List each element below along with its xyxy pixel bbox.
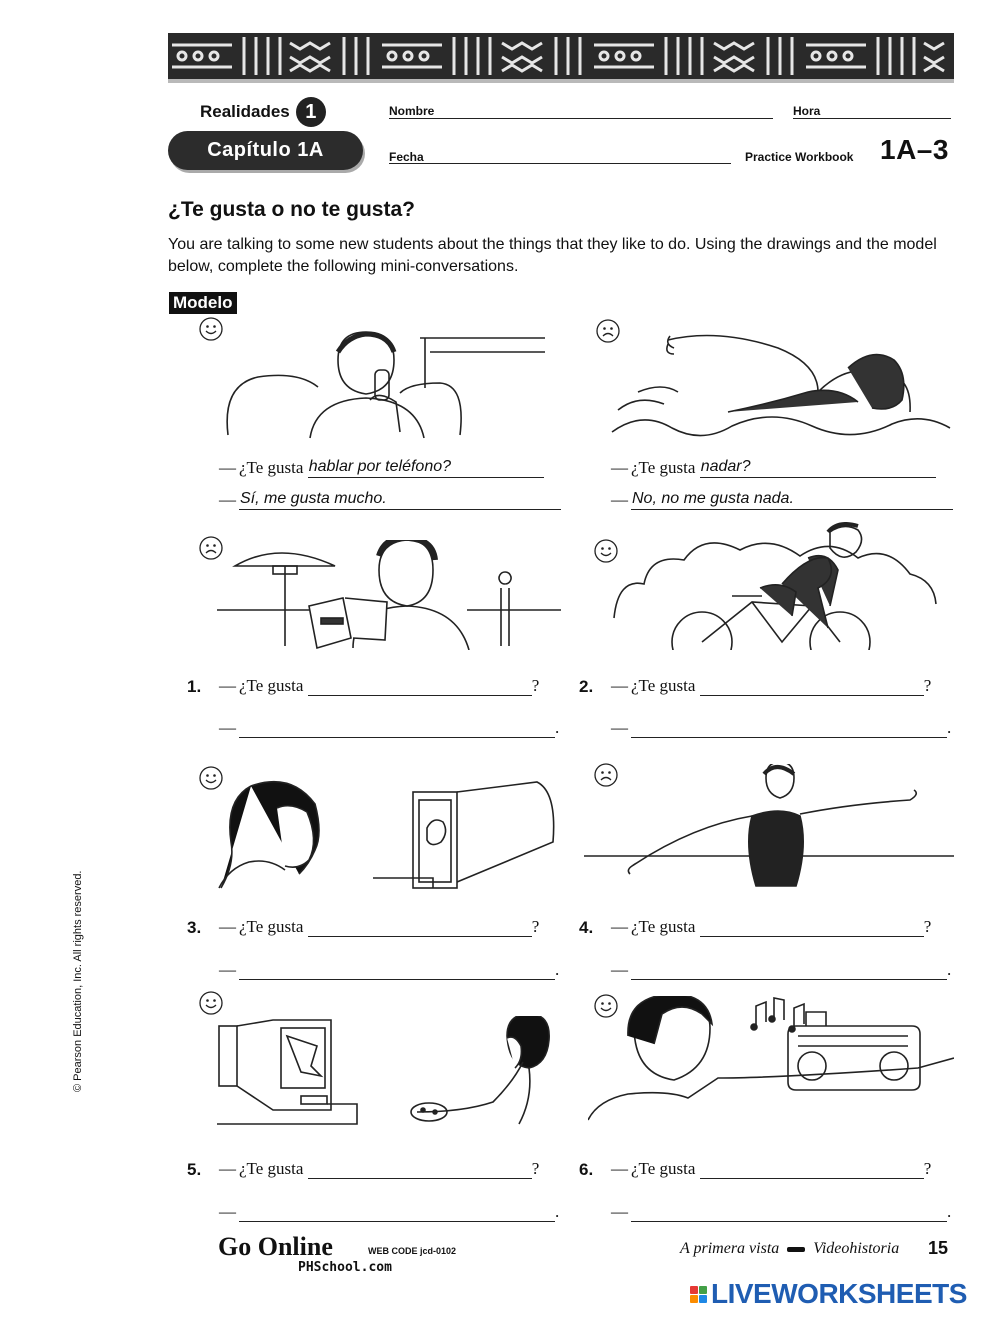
item-number: 2. xyxy=(579,677,594,696)
model-2-reply: — No, no me gusta nada. xyxy=(611,490,953,510)
item-number: 3. xyxy=(187,918,202,937)
item-2-reply: — . xyxy=(611,718,952,737)
item-6-reply-field[interactable] xyxy=(631,1202,947,1222)
model-2-question: — ¿Te gusta nadar? xyxy=(611,458,936,478)
item-1-question: — ¿Te gusta ? xyxy=(219,676,540,695)
section-name: A primera vista xyxy=(680,1240,780,1257)
person-listening-music-drawing xyxy=(588,996,954,1122)
footer-section xyxy=(680,1240,899,1258)
question-mark: ? xyxy=(923,917,932,936)
item-1-reply: — . xyxy=(219,718,560,737)
question-mark: ? xyxy=(531,917,540,936)
liveworksheets-grid-icon xyxy=(690,1286,707,1303)
item-4-reply-field[interactable] xyxy=(631,960,947,980)
prompt-text: ¿Te gusta xyxy=(631,1159,696,1178)
subsection-name: Videohistoria xyxy=(813,1240,900,1257)
period-mark: . xyxy=(555,718,560,737)
item-6-reply: — . xyxy=(611,1202,952,1221)
decorative-banner xyxy=(168,33,954,79)
person-video-game-drawing xyxy=(217,1016,562,1130)
activity-instructions: You are talking to some new students about the things that they like to do. Using the drawings and the model below, complete the following mini-conversations. xyxy=(168,236,937,275)
item-5-reply-field[interactable] xyxy=(239,1202,555,1222)
prompt-text: ¿Te gusta xyxy=(239,458,304,477)
item-4-question: — ¿Te gusta ? xyxy=(611,917,932,936)
item-number: 5. xyxy=(187,1160,202,1179)
banner-shadow xyxy=(168,79,954,83)
item-4-question-field[interactable] xyxy=(700,917,924,937)
person-on-phone-drawing xyxy=(220,330,550,440)
chapter-label: Capítulo 1A xyxy=(168,131,363,170)
hour-label: Hora xyxy=(793,104,821,118)
period-mark: . xyxy=(555,960,560,979)
liveworksheets-logo xyxy=(690,1278,967,1310)
prompt-text: ¿Te gusta xyxy=(631,676,696,695)
prompt-text: ¿Te gusta xyxy=(239,1159,304,1178)
item-3-reply-field[interactable] xyxy=(239,960,555,980)
level-badge: 1 xyxy=(296,97,326,127)
modelo-label: Modelo xyxy=(169,292,237,314)
item-1-question-field[interactable] xyxy=(308,676,532,696)
liveworksheets-text: LIVEWORKSHEETS xyxy=(711,1278,967,1309)
question-mark: ? xyxy=(531,1159,540,1178)
model-1-question-answer xyxy=(308,458,544,478)
prompt-text: ¿Te gusta xyxy=(239,676,304,695)
period-mark: . xyxy=(555,1202,560,1221)
period-mark: . xyxy=(947,718,952,737)
workbook-label: Practice Workbook xyxy=(745,150,854,164)
activity-title: ¿Te gusta o no te gusta? xyxy=(168,198,415,221)
item-6-question-field[interactable] xyxy=(700,1159,924,1179)
person-and-tv-drawing xyxy=(217,778,562,890)
web-code: WEB CODE jcd-0102 xyxy=(368,1246,457,1256)
item-2-reply-field[interactable] xyxy=(631,718,947,738)
item-1-reply-field[interactable] xyxy=(239,718,555,738)
item-5-reply: — . xyxy=(219,1202,560,1221)
item-5-question: — ¿Te gusta ? xyxy=(219,1159,540,1178)
period-mark: . xyxy=(947,960,952,979)
series-title xyxy=(200,97,326,127)
page-number: 15 xyxy=(928,1238,949,1258)
go-online-logo[interactable] xyxy=(218,1232,457,1275)
item-3-question-field[interactable] xyxy=(308,917,532,937)
person-swimming-drawing xyxy=(608,330,954,442)
person-cycling-drawing xyxy=(612,522,954,650)
prompt-text: ¿Te gusta xyxy=(631,917,696,936)
period-mark: . xyxy=(947,1202,952,1221)
model-1-question: — ¿Te gusta hablar por teléfono? xyxy=(219,458,544,478)
item-3-reply: — . xyxy=(219,960,560,979)
model-answer-text: hablar por teléfono? xyxy=(308,458,452,475)
model-2-question-answer xyxy=(700,458,936,478)
prompt-text: ¿Te gusta xyxy=(239,917,304,936)
item-3-question: — ¿Te gusta ? xyxy=(219,917,540,936)
name-label: Nombre xyxy=(389,104,435,118)
item-2-question: — ¿Te gusta ? xyxy=(611,676,932,695)
site-link[interactable]: PHSchool.com xyxy=(298,1260,392,1275)
go-online-text: Go Online xyxy=(218,1232,333,1261)
item-number: 6. xyxy=(579,1160,594,1179)
copyright-notice: © Pearson Education, Inc. All rights reserved. xyxy=(72,870,84,1092)
model-reply-text: No, no me gusta nada. xyxy=(632,490,794,507)
series-name: Realidades xyxy=(200,102,290,121)
model-1-reply: — Sí, me gusta mucho. xyxy=(219,490,561,510)
prompt-text: ¿Te gusta xyxy=(631,458,696,477)
date-label: Fecha xyxy=(389,150,424,164)
question-mark: ? xyxy=(923,676,932,695)
item-6-question: — ¿Te gusta ? xyxy=(611,1159,932,1178)
question-mark: ? xyxy=(923,1159,932,1178)
item-5-question-field[interactable] xyxy=(308,1159,532,1179)
model-answer-text: nadar? xyxy=(700,458,751,475)
date-field[interactable] xyxy=(389,148,731,164)
item-4-reply: — . xyxy=(611,960,952,979)
person-reading-drawing xyxy=(217,540,562,650)
name-field[interactable] xyxy=(389,103,773,119)
hour-field[interactable] xyxy=(793,103,951,119)
workbook-code: 1A–3 xyxy=(880,134,949,165)
smile-face-icon xyxy=(199,991,223,1015)
model-reply-text: Sí, me gusta mucho. xyxy=(240,490,387,507)
question-mark: ? xyxy=(531,676,540,695)
model-1-reply-answer xyxy=(239,490,561,510)
item-number: 4. xyxy=(579,918,594,937)
item-2-question-field[interactable] xyxy=(700,676,924,696)
separator-icon xyxy=(787,1247,805,1252)
item-number: 1. xyxy=(187,677,202,696)
model-2-reply-answer xyxy=(631,490,953,510)
person-dancing-drawing xyxy=(584,764,954,888)
